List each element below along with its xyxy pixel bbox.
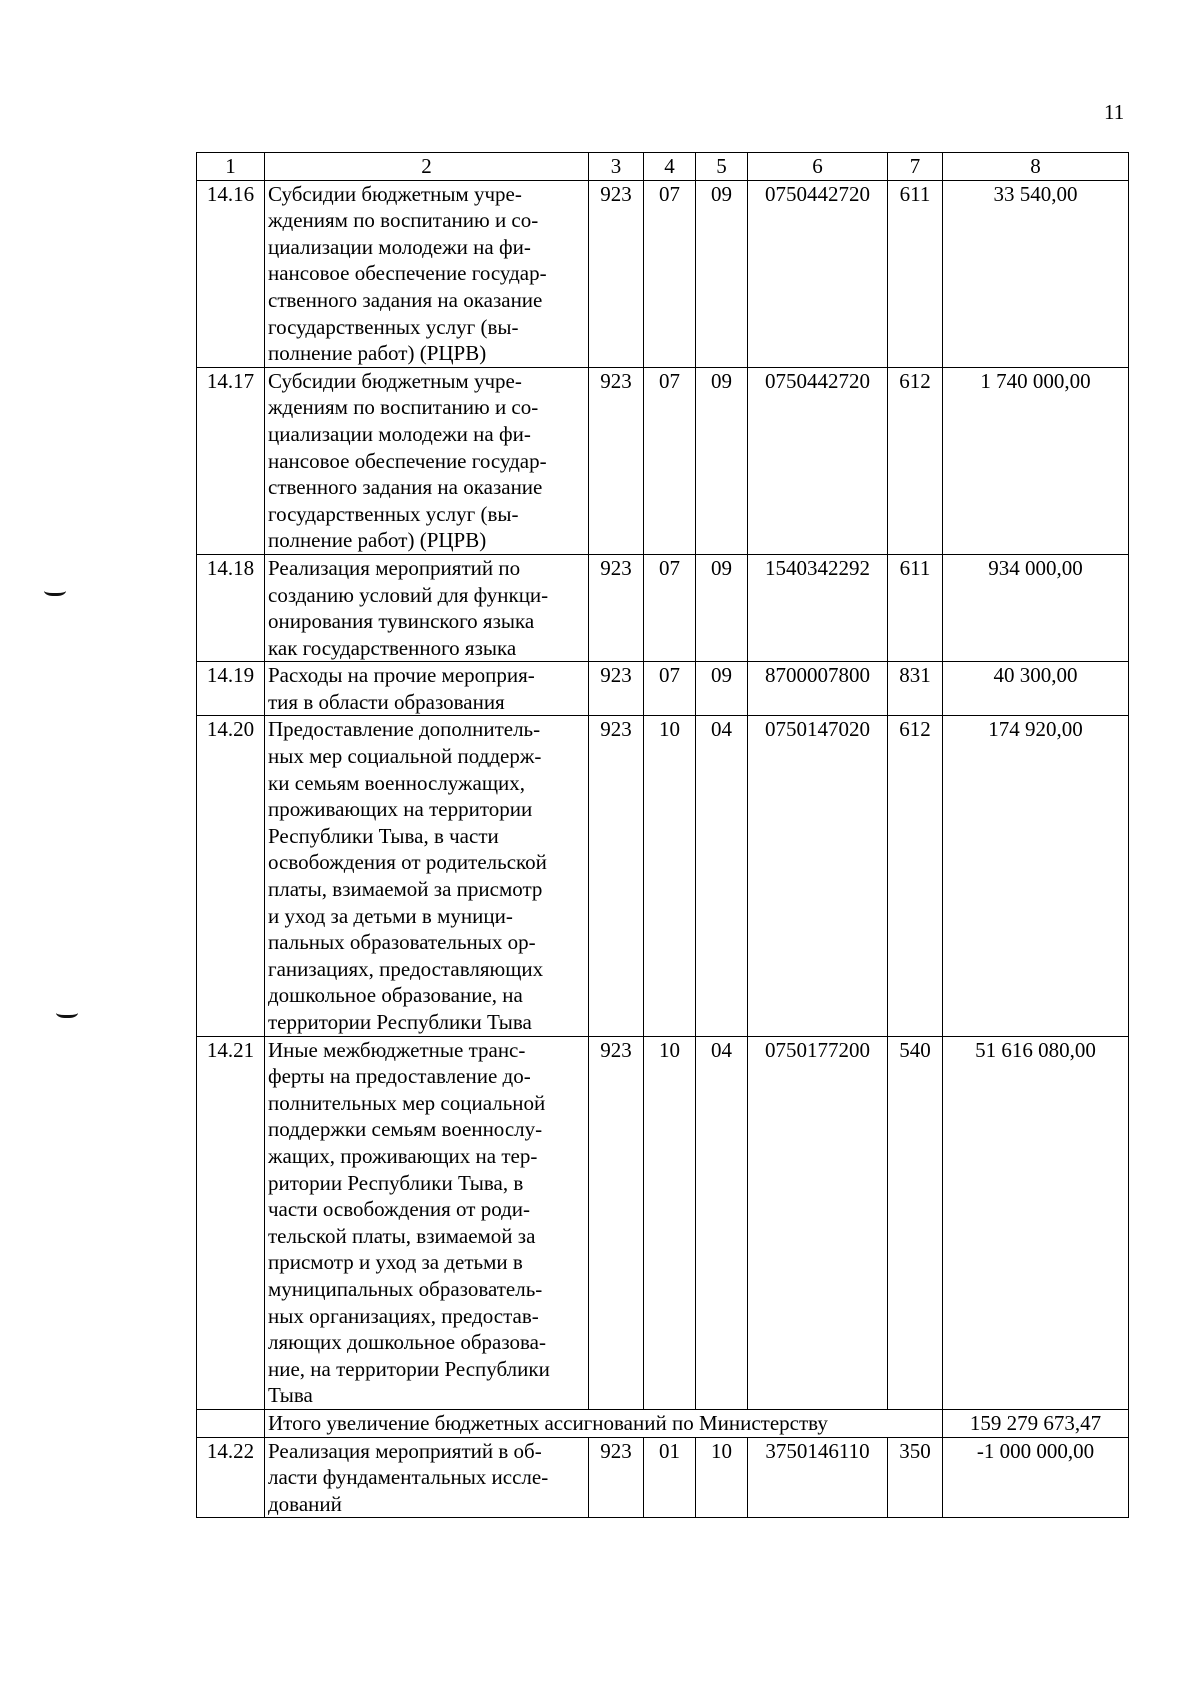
- table-row: [197, 367, 1129, 554]
- code-target: 8700007800: [748, 662, 888, 716]
- description-line: ственного задания на оказание: [268, 475, 543, 500]
- scan-artifact-mark: [44, 583, 66, 596]
- description-line: Предоставление дополнитель-: [268, 717, 541, 742]
- description-line: ки семьям военнослужащих,: [268, 770, 526, 795]
- amount-cell: 33 540,00: [943, 180, 1129, 367]
- code-target: 0750442720: [748, 367, 888, 554]
- code-section: 07: [644, 662, 696, 716]
- code-section: 10: [644, 1036, 696, 1409]
- description-line: ждениям по воспитанию и со-: [268, 395, 539, 420]
- description-line: полнение работ) (РЦРВ): [268, 528, 487, 553]
- amount-cell: -1 000 000,00: [943, 1437, 1129, 1518]
- description-line: Иные межбюджетные транс-: [268, 1037, 526, 1062]
- header-cell: 2: [265, 153, 589, 181]
- description-line: ственного задания на оказание: [268, 287, 543, 312]
- code-section: 07: [644, 554, 696, 661]
- description-line: Субсидии бюджетным учре-: [268, 181, 522, 206]
- code-section: 01: [644, 1437, 696, 1518]
- header-cell: 6: [748, 153, 888, 181]
- amount-cell: 934 000,00: [943, 554, 1129, 661]
- description-line: присмотр и уход за детьми в: [268, 1250, 523, 1275]
- description-line: и уход за детьми в муници-: [268, 903, 513, 928]
- code-section: 07: [644, 180, 696, 367]
- description-line: проживающих на территории: [268, 797, 533, 822]
- description-line: Республики Тыва, в части: [268, 823, 499, 848]
- code-subsection: 09: [696, 180, 748, 367]
- code-subsection: 04: [696, 716, 748, 1036]
- amount-cell: 51 616 080,00: [943, 1036, 1129, 1409]
- page-number: 11: [1104, 100, 1125, 124]
- code-ministry: 923: [589, 180, 644, 367]
- description-cell: [265, 367, 589, 554]
- description-line: созданию условий для функци-: [268, 582, 549, 607]
- code-expense-type: 611: [888, 554, 943, 661]
- subtotal-label: Итого увеличение бюджетных ассигнований по Министерству: [265, 1409, 943, 1437]
- description-cell: [265, 662, 589, 716]
- description-line: части освобождения от роди-: [268, 1197, 531, 1222]
- code-expense-type: 612: [888, 716, 943, 1036]
- description-cell: [265, 1036, 589, 1409]
- table-row: [197, 1036, 1129, 1409]
- description-cell: [265, 1437, 589, 1518]
- description-line: циализации молодежи на фи-: [268, 421, 531, 446]
- code-section: 07: [644, 367, 696, 554]
- description-line: территории Республики Тыва: [268, 1010, 532, 1034]
- scan-artifact-mark: [56, 1005, 78, 1018]
- code-section: 10: [644, 716, 696, 1036]
- description-line: Реализация мероприятий в об-: [268, 1438, 542, 1463]
- header-cell: 7: [888, 153, 943, 181]
- description-line: полнение работ) (РЦРВ): [268, 341, 487, 366]
- description-line: Тыва: [268, 1383, 313, 1408]
- description-cell: [265, 716, 589, 1036]
- header-cell: 4: [644, 153, 696, 181]
- description-line: ных организациях, предостав-: [268, 1303, 539, 1328]
- description-line: ляющих дошкольное образова-: [268, 1330, 546, 1355]
- description-line: Реализация мероприятий по: [268, 555, 521, 580]
- description-cell: [265, 180, 589, 367]
- subtotal-amount: 159 279 673,47: [943, 1409, 1129, 1437]
- code-subsection: 09: [696, 554, 748, 661]
- subtotal-row: [197, 1409, 1129, 1437]
- description-line: онирования тувинского языка: [268, 609, 535, 634]
- description-line: муниципальных образователь-: [268, 1276, 543, 1301]
- description-line: тельской платы, взимаемой за: [268, 1223, 536, 1248]
- description-line: ганизациях, предоставляющих: [268, 956, 544, 981]
- table-row: [197, 180, 1129, 367]
- row-number: 14.22: [197, 1437, 265, 1518]
- description-line: дошкольное образование, на: [268, 983, 523, 1008]
- description-line: ных мер социальной поддерж-: [268, 744, 542, 769]
- description-line: дований: [268, 1491, 342, 1516]
- code-expense-type: 350: [888, 1437, 943, 1518]
- code-ministry: 923: [589, 1437, 644, 1518]
- description-line: Расходы на прочие мероприя-: [268, 663, 535, 688]
- code-target: 0750177200: [748, 1036, 888, 1409]
- code-expense-type: 540: [888, 1036, 943, 1409]
- code-expense-type: 611: [888, 180, 943, 367]
- code-subsection: 04: [696, 1036, 748, 1409]
- row-number: 14.17: [197, 367, 265, 554]
- description-line: как государственного языка: [268, 635, 517, 660]
- description-line: ждениям по воспитанию и со-: [268, 208, 539, 233]
- code-target: 0750442720: [748, 180, 888, 367]
- table-row: [197, 716, 1129, 1036]
- amount-cell: 1 740 000,00: [943, 367, 1129, 554]
- description-line: нансовое обеспечение государ-: [268, 261, 547, 286]
- description-line: циализации молодежи на фи-: [268, 234, 531, 259]
- table-row: [197, 554, 1129, 661]
- code-subsection: 10: [696, 1437, 748, 1518]
- description-line: нансовое обеспечение государ-: [268, 448, 547, 473]
- code-subsection: 09: [696, 367, 748, 554]
- description-line: ферты на предоставление до-: [268, 1064, 531, 1089]
- amount-cell: 174 920,00: [943, 716, 1129, 1036]
- header-cell: 8: [943, 153, 1129, 181]
- code-ministry: 923: [589, 554, 644, 661]
- header-cell: 5: [696, 153, 748, 181]
- row-number: 14.20: [197, 716, 265, 1036]
- header-cell: 3: [589, 153, 644, 181]
- row-number: 14.16: [197, 180, 265, 367]
- description-line: тия в области образования: [268, 689, 505, 714]
- table-row: [197, 662, 1129, 716]
- code-ministry: 923: [589, 716, 644, 1036]
- description-line: государственных услуг (вы-: [268, 501, 519, 526]
- row-number: 14.21: [197, 1036, 265, 1409]
- description-line: жащих, проживающих на тер-: [268, 1143, 538, 1168]
- description-line: Субсидии бюджетным учре-: [268, 368, 522, 393]
- description-line: освобождения от родительской: [268, 850, 547, 875]
- amount-cell: 40 300,00: [943, 662, 1129, 716]
- table-body: [197, 153, 1129, 1518]
- description-line: поддержки семьям военнослу-: [268, 1117, 543, 1142]
- header-row: [197, 153, 1129, 181]
- row-number: 14.19: [197, 662, 265, 716]
- code-subsection: 09: [696, 662, 748, 716]
- description-line: ние, на территории Республики: [268, 1356, 550, 1381]
- header-cell: 1: [197, 153, 265, 181]
- budget-allocation-table: [196, 152, 1129, 1518]
- description-line: ласти фундаментальных иссле-: [268, 1465, 549, 1490]
- description-line: ритории Республики Тыва, в: [268, 1170, 524, 1195]
- row-number: 14.18: [197, 554, 265, 661]
- code-ministry: 923: [589, 367, 644, 554]
- code-target: 0750147020: [748, 716, 888, 1036]
- description-cell: [265, 554, 589, 661]
- description-line: государственных услуг (вы-: [268, 314, 519, 339]
- description-line: пальных образовательных ор-: [268, 930, 536, 955]
- description-line: полнительных мер социальной: [268, 1090, 546, 1115]
- description-line: платы, взимаемой за присмотр: [268, 877, 543, 902]
- code-expense-type: 831: [888, 662, 943, 716]
- code-target: 3750146110: [748, 1437, 888, 1518]
- subtotal-empty-cell: [197, 1409, 265, 1437]
- code-ministry: 923: [589, 662, 644, 716]
- code-expense-type: 612: [888, 367, 943, 554]
- table-row: [197, 1437, 1129, 1518]
- code-target: 1540342292: [748, 554, 888, 661]
- code-ministry: 923: [589, 1036, 644, 1409]
